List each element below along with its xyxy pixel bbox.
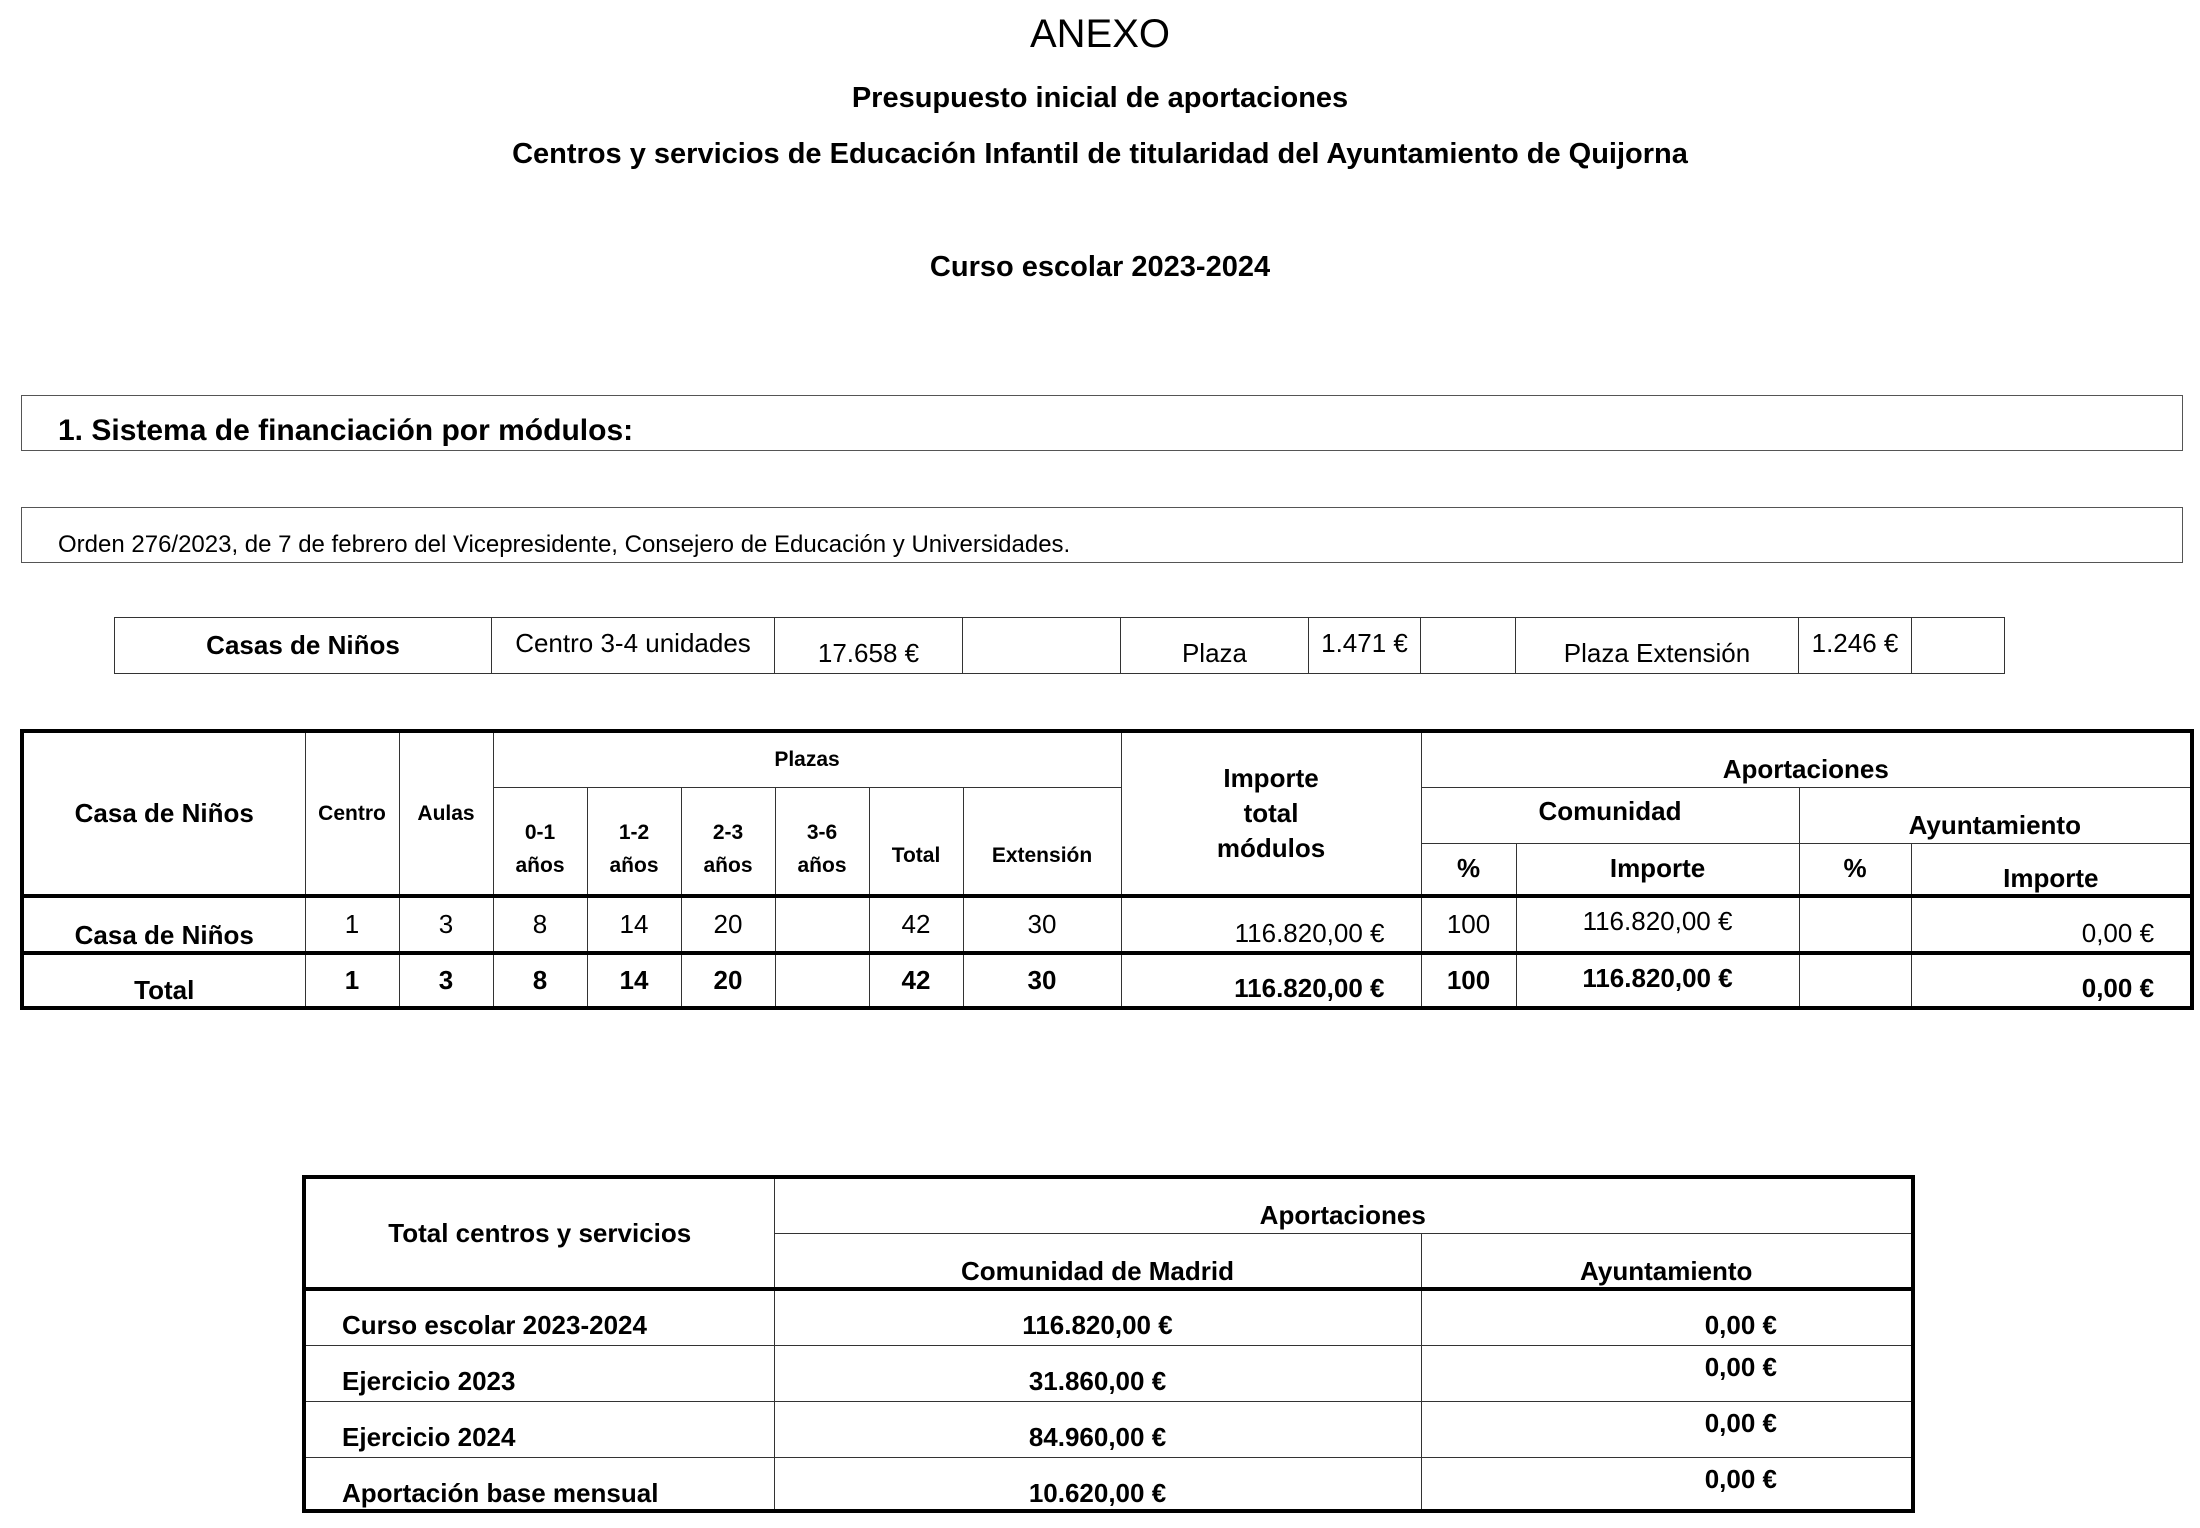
total-comunidad-importe: 116.820,00 € <box>1516 953 1799 1008</box>
header-importe-line3: módulos <box>1216 833 1326 863</box>
summary-row-comunidad: 10.620,00 € <box>774 1457 1421 1511</box>
row-age-0-1: 8 <box>493 896 587 953</box>
total-aulas: 3 <box>399 953 493 1008</box>
header-centro: Centro <box>305 731 399 896</box>
row-ayuntamiento-importe: 0,00 € <box>1911 896 2192 953</box>
summary-row-ayuntamiento: 0,00 € <box>1421 1457 1913 1511</box>
header-importe-line1: Importe <box>1223 763 1319 793</box>
header-total: Total <box>869 787 963 896</box>
module-rates-table <box>114 617 2005 674</box>
section-heading-box <box>21 395 2183 451</box>
header-age-1-2 <box>587 787 681 896</box>
total-age-2-3: 20 <box>681 953 775 1008</box>
school-year-heading: Curso escolar 2023-2024 <box>929 251 1271 283</box>
extension-rate-label: Plaza Extensión <box>1516 618 1799 674</box>
row-importe-total: 116.820,00 € <box>1121 896 1421 953</box>
total-importe-total: 116.820,00 € <box>1121 953 1421 1008</box>
summary-header-comunidad: Comunidad de Madrid <box>774 1233 1421 1289</box>
summary-row-ayuntamiento: 0,00 € <box>1421 1345 1913 1401</box>
header-importe-total <box>1121 731 1421 896</box>
row-comunidad-importe: 116.820,00 € <box>1516 896 1799 953</box>
header-importe-line2: total <box>1243 798 1299 828</box>
total-extension: 30 <box>963 953 1121 1008</box>
header-aportaciones: Aportaciones <box>1421 731 2192 787</box>
table-row <box>22 896 2192 953</box>
total-age-0-1: 8 <box>493 953 587 1008</box>
total-age-1-2: 14 <box>587 953 681 1008</box>
total-age-3-6 <box>775 953 869 1008</box>
plaza-rate-label: Plaza <box>1121 618 1309 674</box>
summary-row-comunidad: 31.860,00 € <box>774 1345 1421 1401</box>
summary-row-label: Curso escolar 2023-2024 <box>304 1289 774 1345</box>
summary-row <box>304 1457 1913 1511</box>
total-comunidad-pct: 100 <box>1421 953 1516 1008</box>
summary-row-label: Ejercicio 2024 <box>304 1401 774 1457</box>
header-extension: Extensión <box>963 787 1121 896</box>
header-ayuntamiento-importe: Importe <box>1911 843 2192 896</box>
header-age-3-6-range: 3-6 <box>806 821 838 844</box>
plaza-rate-value: 1.471 € <box>1309 618 1421 674</box>
table-total-row <box>22 953 2192 1008</box>
total-ayuntamiento-importe: 0,00 € <box>1911 953 2192 1008</box>
summary-row-label: Aportación base mensual <box>304 1457 774 1511</box>
header-age-2-3 <box>681 787 775 896</box>
row-total: 42 <box>869 896 963 953</box>
regulation-text: Orden 276/2023, de 7 de febrero del Vicepresidente, Consejero de Educación y Universidades. <box>58 531 1071 558</box>
header-age-0-1-unit: años <box>515 854 565 877</box>
row-extension: 30 <box>963 896 1121 953</box>
centro-rate-value: 17.658 € <box>775 618 963 674</box>
row-centro: 1 <box>305 896 399 953</box>
section-heading: 1. Sistema de financiación por módulos: <box>58 414 634 447</box>
header-age-3-6 <box>775 787 869 896</box>
summary-row-comunidad: 84.960,00 € <box>774 1401 1421 1457</box>
header-age-2-3-range: 2-3 <box>712 821 744 844</box>
summary-row-label: Ejercicio 2023 <box>304 1345 774 1401</box>
row-comunidad-pct: 100 <box>1421 896 1516 953</box>
rates-label: Casas de Niños <box>115 618 492 674</box>
header-aulas: Aulas <box>399 731 493 896</box>
row-age-2-3: 20 <box>681 896 775 953</box>
summary-header-ayuntamiento: Ayuntamiento <box>1421 1233 1913 1289</box>
header-comunidad-importe: Importe <box>1516 843 1799 896</box>
contributions-table <box>20 729 2194 1010</box>
header-age-1-2-range: 1-2 <box>618 821 650 844</box>
total-centro: 1 <box>305 953 399 1008</box>
total-name: Total <box>22 953 305 1008</box>
empty-cell <box>1912 618 2005 674</box>
header-casa: Casa de Niños <box>22 731 305 896</box>
summary-row <box>304 1401 1913 1457</box>
summary-row <box>304 1345 1913 1401</box>
header-ayuntamiento-pct: % <box>1799 843 1911 896</box>
centro-rate-label: Centro 3-4 unidades <box>492 618 775 674</box>
row-ayuntamiento-pct <box>1799 896 1911 953</box>
summary-row <box>304 1289 1913 1345</box>
header-age-0-1-range: 0-1 <box>524 821 556 844</box>
document-title: ANEXO <box>1029 12 1171 56</box>
header-comunidad-pct: % <box>1421 843 1516 896</box>
header-age-2-3-unit: años <box>703 854 753 877</box>
document-subtitle-entity: Centros y servicios de Educación Infantil de titularidad del Ayuntamiento de Quijorna <box>512 138 1688 170</box>
header-ayuntamiento: Ayuntamiento <box>1799 787 2192 843</box>
summary-row-ayuntamiento: 0,00 € <box>1421 1401 1913 1457</box>
summary-header-label: Total centros y servicios <box>304 1177 774 1289</box>
row-name: Casa de Niños <box>22 896 305 953</box>
header-age-1-2-unit: años <box>609 854 659 877</box>
row-aulas: 3 <box>399 896 493 953</box>
header-plazas: Plazas <box>493 731 1121 787</box>
summary-row-comunidad: 116.820,00 € <box>774 1289 1421 1345</box>
summary-row-ayuntamiento: 0,00 € <box>1421 1289 1913 1345</box>
empty-cell <box>1421 618 1516 674</box>
header-age-3-6-unit: años <box>797 854 847 877</box>
header-comunidad: Comunidad <box>1421 787 1799 843</box>
document-subtitle: Presupuesto inicial de aportaciones <box>851 82 1349 114</box>
total-ayuntamiento-pct <box>1799 953 1911 1008</box>
regulation-box <box>21 507 2183 563</box>
total-total: 42 <box>869 953 963 1008</box>
row-age-3-6 <box>775 896 869 953</box>
empty-cell <box>963 618 1121 674</box>
summary-header-aportaciones: Aportaciones <box>774 1177 1913 1233</box>
summary-table <box>302 1175 1915 1513</box>
extension-rate-value: 1.246 € <box>1799 618 1912 674</box>
row-age-1-2: 14 <box>587 896 681 953</box>
header-age-0-1 <box>493 787 587 896</box>
